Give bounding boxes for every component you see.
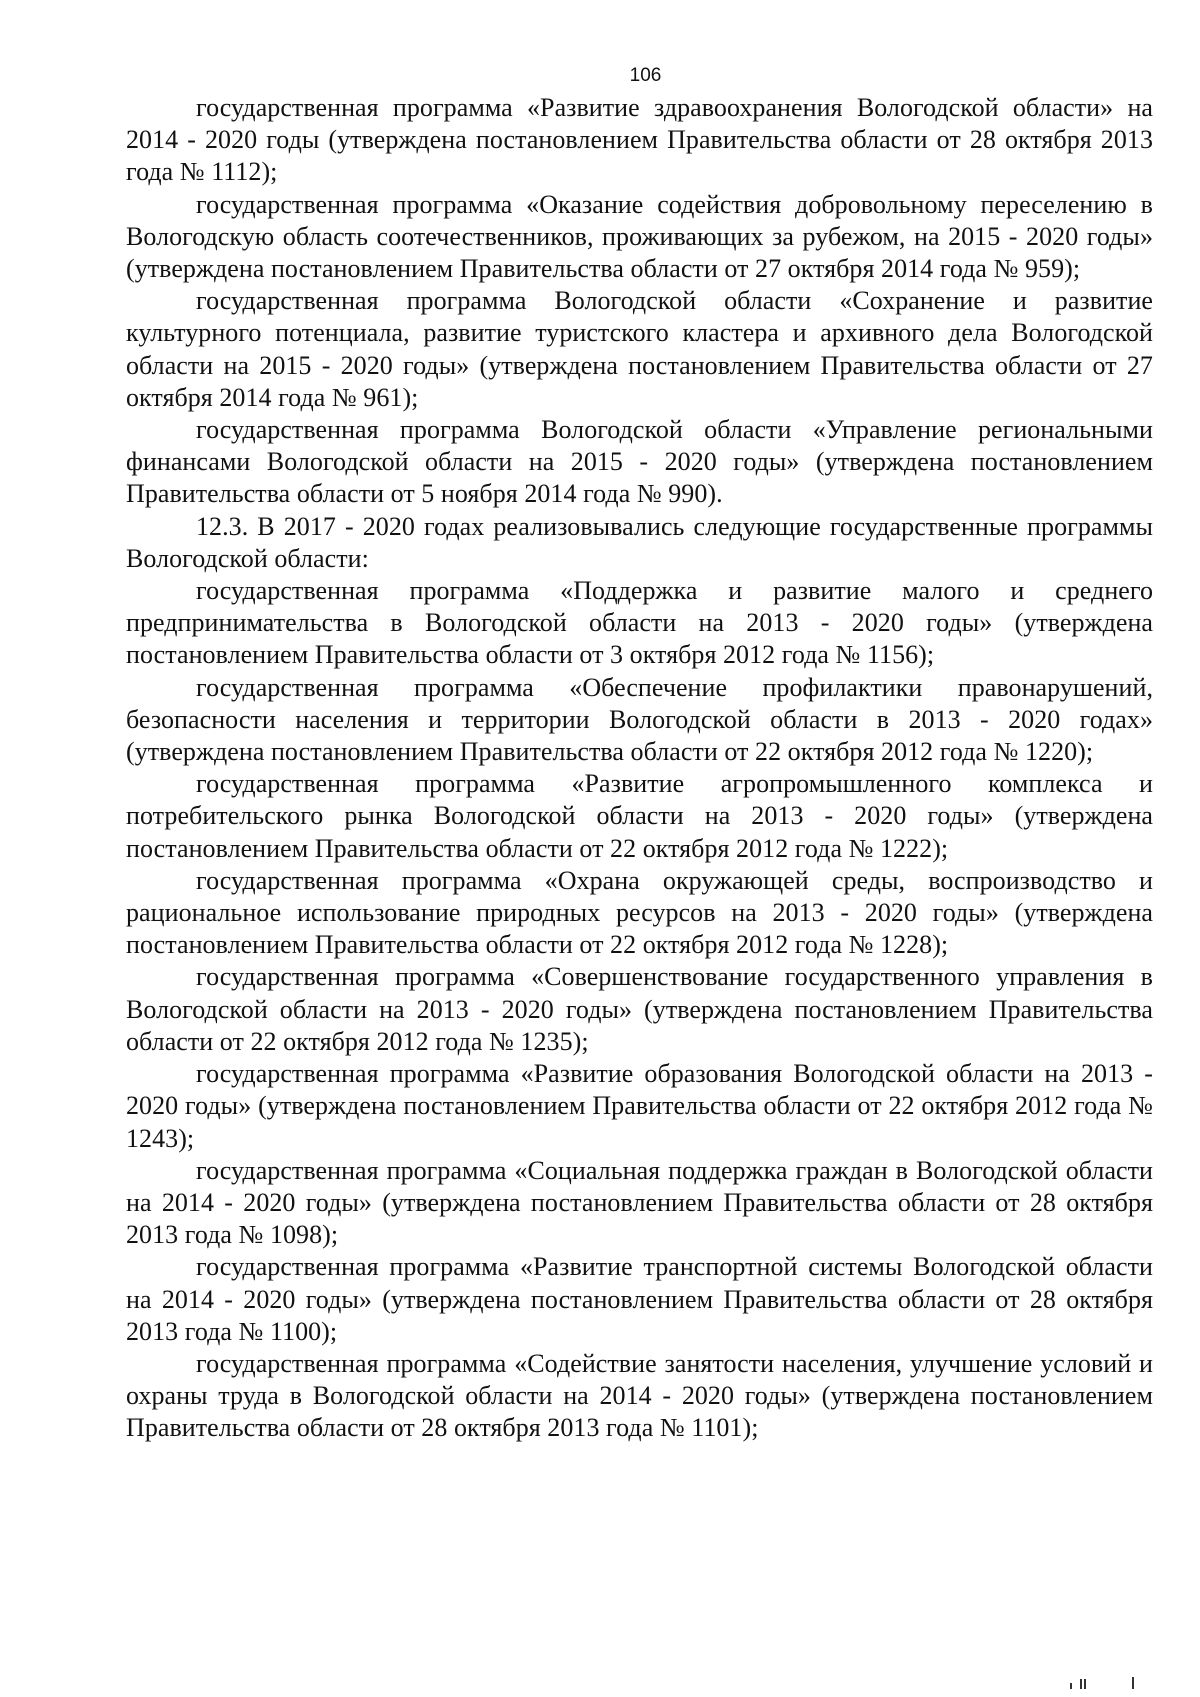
paragraph-1: государственная программа «Развитие здравоохранения Вологодской области» на 2014 - 2020 годы (утверждена постановлением Правительства области от 28 октября 2013 года № 1112); [126,93,1153,187]
paragraph-7: государственная программа «Обеспечение профилактики правонарушений, безопасности населения и территории Вологодской области в 2013 - 2020 годах» (утверждена постановлением Правительства области от 22 октября 2012 года № 1220); [126,672,1153,767]
scan-artifacts [1070,1675,1140,1689]
paragraph-14: государственная программа «Содействие занятости населения, улучшение условий и охраны труда в Вологодской области на 2014 - 2020 годы» (утверждена постановлением Правительства области от 28 октября 2013 года № 1101); [126,1348,1153,1443]
paragraph-4: государственная программа Вологодской области «Управление региональными финансами Вологодской области на 2015 - 2020 годы» (утверждена постановлением Правительства области от 5 ноября 2014 года № 990). [126,415,1153,509]
page-number: 106 [629,65,662,86]
paragraph-13: государственная программа «Развитие транспортной системы Вологодской области на 2014 - 2020 годы» (утверждена постановлением Правительства области от 28 октября 2013 года № 1100); [126,1252,1153,1346]
paragraph-6: государственная программа «Поддержка и развитие малого и среднего предпринимательства в Вологодской области на 2013 - 2020 годы» (утверждена постановлением Правительства области от 3 октября 2012 года № 1156); [126,576,1153,670]
paragraph-5: 12.3. В 2017 - 2020 годах реализовывались следующие государственные программы Вологодской области: [126,511,1153,573]
document-page [126,64,1153,1445]
paragraph-10: государственная программа «Совершенствование государственного управления в Вологодской области на 2013 - 2020 годы» (утверждена постановлением Правительства области от 22 октября 2012 года № 1235); [126,962,1153,1056]
paragraph-2: государственная программа «Оказание содействия добровольному переселению в Вологодскую область соотечественников, проживающих за рубежом, на 2015 - 2020 годы» (утверждена постановлением Правительства области от 27 октября 2014 года № 959); [126,189,1153,284]
paragraph-9: государственная программа «Охрана окружающей среды, воспроизводство и рациональное использование природных ресурсов на 2013 - 2020 годы» (утверждена постановлением Правительства области от 22 октября 2012 года № 1228); [126,865,1153,960]
paragraph-8: государственная программа «Развитие агропромышленного комплекса и потребительского рынка Вологодской области на 2013 - 2020 годы» (утверждена постановлением Правительства области от 22 октября 2012 года № 1222); [126,769,1153,863]
paragraph-11: государственная программа «Развитие образования Вологодской области на 2013 - 2020 годы» (утверждена постановлением Правительства области от 22 октября 2012 года № 1243); [126,1059,1153,1153]
paragraph-3: государственная программа Вологодской области «Сохранение и развитие культурного потенциала, развитие туристского кластера и архивного дела Вологодской области на 2015 - 2020 годы» (утверждена постановлением Правительства области от 27 октября 2014 года № 961); [126,286,1153,412]
paragraph-12: государственная программа «Социальная поддержка граждан в Вологодской области на 2014 - 2020 годы» (утверждена постановлением Правительства области от 28 октября 2013 года № 1098); [126,1155,1153,1250]
